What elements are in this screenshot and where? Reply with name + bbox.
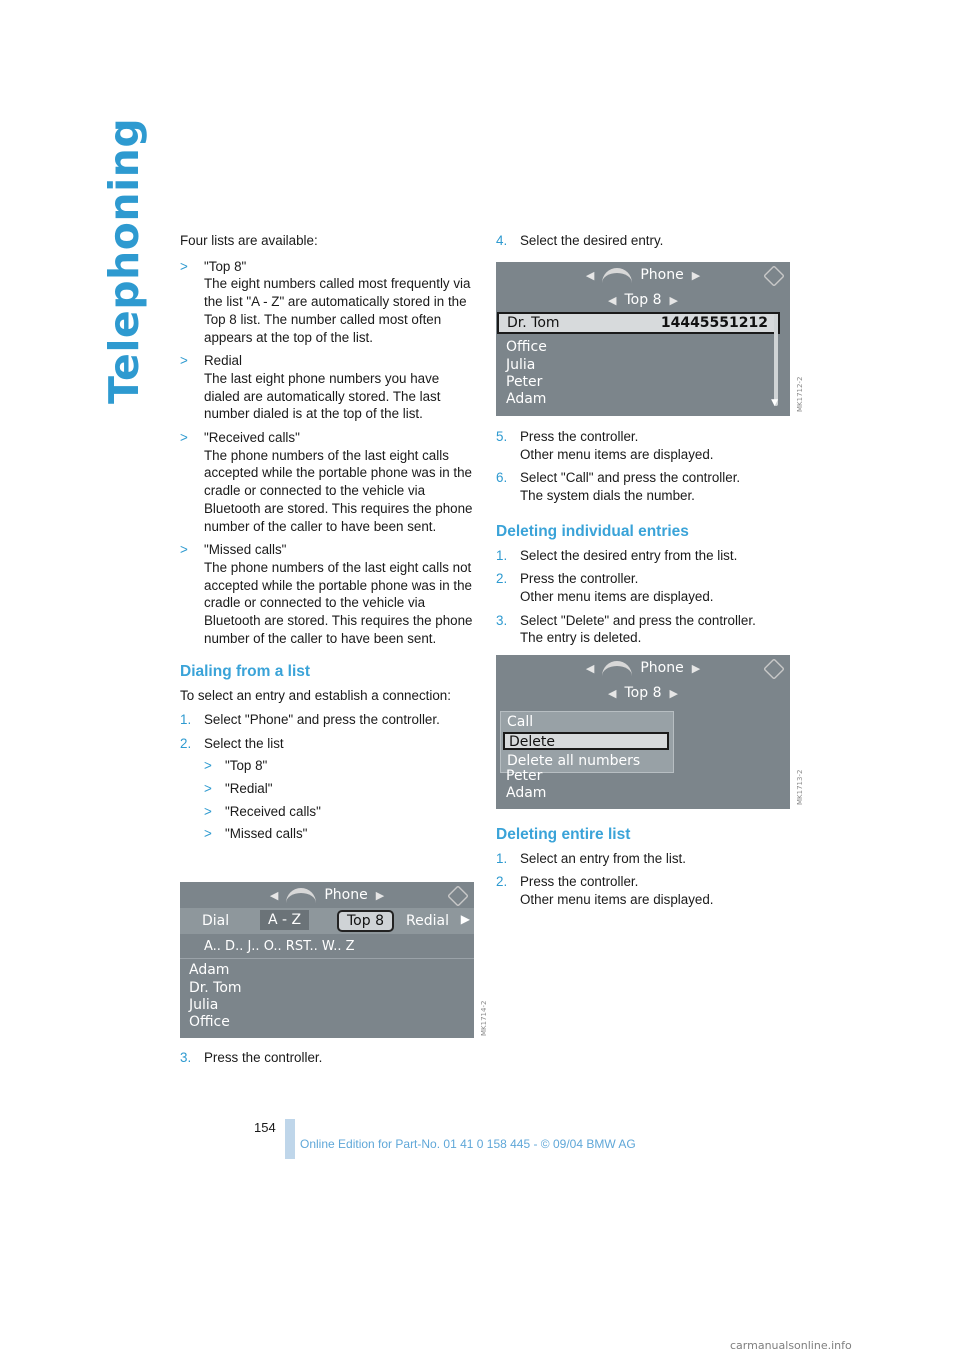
list-options bbox=[204, 757, 476, 843]
tab-top-8[interactable]: Top 8 bbox=[337, 910, 394, 932]
step-text: Select "Phone" and press the controller. bbox=[204, 711, 440, 727]
divider bbox=[180, 958, 474, 959]
screen-delete-menu bbox=[496, 655, 790, 809]
screen-top8-list bbox=[496, 262, 790, 416]
list-option bbox=[204, 757, 476, 775]
step-item bbox=[496, 232, 792, 250]
step-item bbox=[496, 469, 792, 504]
dialing-heading: Dialing from a list bbox=[180, 663, 311, 681]
menu-item-call[interactable]: Call bbox=[507, 714, 534, 730]
step-item bbox=[496, 873, 792, 908]
screen-header bbox=[496, 655, 790, 681]
step-text: Select an entry from the list. bbox=[520, 850, 686, 866]
screen-title: Phone bbox=[640, 660, 684, 676]
arrow-left-icon: ◀ bbox=[585, 661, 595, 675]
step-number: 3. bbox=[496, 612, 508, 628]
left-step3 bbox=[180, 1049, 476, 1073]
right-steps-5-6 bbox=[496, 428, 792, 653]
list-option bbox=[204, 803, 476, 821]
step-text: Select "Delete" and press the controller. bbox=[520, 612, 756, 628]
step-number: 1. bbox=[180, 711, 192, 727]
dialing-intro: To select an entry and establish a connection: bbox=[180, 688, 451, 704]
menu-item-delete[interactable] bbox=[503, 732, 669, 750]
step-text: Press the controller. bbox=[520, 571, 639, 587]
more-tabs-icon[interactable]: ▶ bbox=[460, 912, 470, 926]
step-item bbox=[496, 612, 792, 647]
bullet-text: The last eight phone numbers you have dialed are automatically stored. The last number dialed is at the top of the list. bbox=[204, 370, 441, 422]
left-column bbox=[180, 232, 476, 849]
step-item bbox=[180, 711, 476, 729]
list-option-label: "Missed calls" bbox=[225, 826, 308, 842]
dialing-steps bbox=[180, 711, 476, 843]
list-option bbox=[204, 780, 476, 798]
list-title[interactable]: Top 8 bbox=[624, 685, 662, 701]
screen-header bbox=[180, 882, 474, 908]
bullet-text: The eight numbers called most frequently via the list "A - Z" are automatically stored in the Top 8 list. The number called most often appears at the top of the list. bbox=[204, 276, 471, 345]
phone-icon bbox=[602, 661, 632, 676]
screen-phone-lists bbox=[180, 882, 474, 1038]
step-text: Press the controller. bbox=[204, 1050, 323, 1065]
arrow-right-icon: ▶ bbox=[691, 268, 701, 282]
step-text: Select the desired entry from the list. bbox=[520, 547, 738, 563]
list-entry[interactable]: Peter bbox=[506, 374, 543, 390]
list-header bbox=[496, 287, 790, 313]
step-item bbox=[496, 570, 792, 605]
step-item bbox=[180, 1049, 476, 1067]
step-number: 1. bbox=[496, 547, 508, 563]
list-entry[interactable]: Office bbox=[506, 339, 547, 355]
figure-code: MK1714-2 bbox=[480, 1000, 488, 1036]
bullet-title: "Missed calls" bbox=[204, 542, 287, 558]
entire-heading: Deleting entire list bbox=[496, 826, 631, 843]
bullet-marker: > bbox=[204, 780, 212, 796]
deleting-heading: Deleting individual entries bbox=[496, 522, 689, 540]
arrow-left-icon: ◀ bbox=[585, 268, 595, 282]
figure-code: MK1713-2 bbox=[796, 769, 804, 805]
phone-icon bbox=[602, 268, 632, 283]
step-number: 6. bbox=[496, 470, 508, 486]
list-entry[interactable]: Adam bbox=[189, 962, 230, 978]
alphabet-index[interactable]: A.. D.. J.. O.. RST.. W.. Z bbox=[204, 939, 355, 954]
footer-bar bbox=[285, 1119, 295, 1159]
step-subtext: The system dials the number. bbox=[520, 488, 695, 504]
step-number: 2. bbox=[180, 735, 192, 751]
list-option-label: "Top 8" bbox=[225, 758, 268, 774]
list-title[interactable]: Top 8 bbox=[624, 292, 662, 308]
bullet-marker: > bbox=[180, 542, 188, 558]
list-entry[interactable]: Julia bbox=[189, 997, 219, 1013]
arrow-right-icon: ▶ bbox=[669, 293, 678, 307]
list-entry[interactable]: Dr. Tom bbox=[189, 980, 242, 996]
bullet-item bbox=[180, 352, 476, 423]
tab-dial[interactable]: Dial bbox=[202, 913, 230, 929]
menu-item-label: Delete bbox=[509, 734, 555, 750]
intro-text: Four lists are available: bbox=[180, 233, 318, 248]
list-entry[interactable]: Adam bbox=[506, 391, 547, 407]
bullet-marker: > bbox=[204, 758, 212, 774]
bullet-item bbox=[180, 429, 476, 535]
step-subtext: Other menu items are displayed. bbox=[520, 446, 714, 462]
list-header bbox=[496, 680, 790, 706]
step-number: 1. bbox=[496, 850, 508, 866]
step-item bbox=[496, 428, 792, 463]
arrow-left-icon: ◀ bbox=[608, 686, 617, 700]
bullet-title: Redial bbox=[204, 353, 242, 369]
bullet-marker: > bbox=[204, 826, 212, 842]
entry-name: Dr. Tom bbox=[507, 315, 560, 331]
scroll-down-icon[interactable]: ▼ bbox=[771, 398, 778, 408]
bullet-marker: > bbox=[180, 353, 188, 369]
step-subtext: Other menu items are displayed. bbox=[520, 892, 714, 908]
arrow-right-icon: ▶ bbox=[669, 686, 678, 700]
step-item bbox=[496, 850, 792, 868]
right-step4 bbox=[496, 232, 792, 256]
bullet-text: The phone numbers of the last eight calls accepted while the portable phone was in the cradle or connected to the vehicle via Bluetooth are stored. This requires the phone number of the caller to have been sent. bbox=[204, 447, 473, 534]
bullet-marker: > bbox=[180, 430, 188, 446]
step-subtext: The entry is deleted. bbox=[520, 630, 642, 646]
step-text: Press the controller. bbox=[520, 429, 639, 444]
step-number: 5. bbox=[496, 429, 508, 444]
step-item bbox=[180, 735, 476, 844]
step-number: 3. bbox=[180, 1050, 192, 1065]
step-number: 4. bbox=[496, 233, 508, 248]
entry-number: 14445551212 bbox=[660, 315, 768, 331]
bullet-marker: > bbox=[204, 803, 212, 819]
arrow-left-icon: ◀ bbox=[608, 293, 617, 307]
list-option-label: "Redial" bbox=[225, 780, 273, 796]
step-text: Press the controller. bbox=[520, 874, 639, 890]
step-text: Select the desired entry. bbox=[520, 233, 664, 248]
screen-title: Phone bbox=[324, 887, 368, 903]
lists-bullets bbox=[180, 258, 476, 648]
watermark[interactable]: carmanualsonline.info bbox=[730, 1339, 852, 1352]
footer-text: Online Edition for Part-No. 01 41 0 158 445 - © 09/04 BMW AG bbox=[300, 1137, 636, 1151]
bullet-marker: > bbox=[180, 258, 188, 274]
arrow-right-icon: ▶ bbox=[691, 661, 701, 675]
list-entry[interactable]: Adam bbox=[506, 785, 547, 801]
menu-item-delete-all[interactable]: Delete all numbers bbox=[507, 753, 641, 769]
step-subtext: Other menu items are displayed. bbox=[520, 588, 714, 604]
step-text: Select "Call" and press the controller. bbox=[520, 470, 741, 486]
list-option bbox=[204, 825, 476, 843]
scrollbar[interactable] bbox=[774, 314, 778, 406]
context-menu bbox=[500, 711, 674, 773]
phone-icon bbox=[286, 888, 316, 903]
step-number: 2. bbox=[496, 571, 508, 587]
bullet-item bbox=[180, 541, 476, 647]
tab-redial[interactable]: Redial bbox=[406, 913, 449, 929]
tab-bar bbox=[180, 908, 474, 934]
bullet-item bbox=[180, 258, 476, 347]
figure-code: MK1712-2 bbox=[796, 376, 804, 412]
step-number: 2. bbox=[496, 874, 508, 890]
selected-entry[interactable] bbox=[497, 312, 780, 334]
list-entry[interactable]: Julia bbox=[506, 357, 536, 373]
arrow-left-icon: ◀ bbox=[269, 888, 279, 902]
chapter-title: Telephoning bbox=[100, 117, 148, 404]
bullet-title: "Top 8" bbox=[204, 258, 247, 274]
screen-header bbox=[496, 262, 790, 288]
list-entry[interactable]: Peter bbox=[506, 768, 543, 784]
tab-a-z[interactable]: A - Z bbox=[260, 910, 309, 930]
bullet-title: "Received calls" bbox=[204, 430, 300, 446]
list-option-label: "Received calls" bbox=[225, 803, 321, 819]
step-item bbox=[496, 547, 792, 565]
step-text: Select the list bbox=[204, 735, 284, 751]
right-entire-list bbox=[496, 826, 792, 915]
arrow-right-icon: ▶ bbox=[375, 888, 385, 902]
screen-title: Phone bbox=[640, 267, 684, 283]
page-number: 154 bbox=[254, 1120, 276, 1135]
list-entry[interactable]: Office bbox=[189, 1014, 230, 1030]
bullet-text: The phone numbers of the last eight calls not accepted while the portable phone was in the cradle or connected to the vehicle via Bluetooth are stored. This requires the phone number of the caller to have been sent. bbox=[204, 559, 473, 646]
